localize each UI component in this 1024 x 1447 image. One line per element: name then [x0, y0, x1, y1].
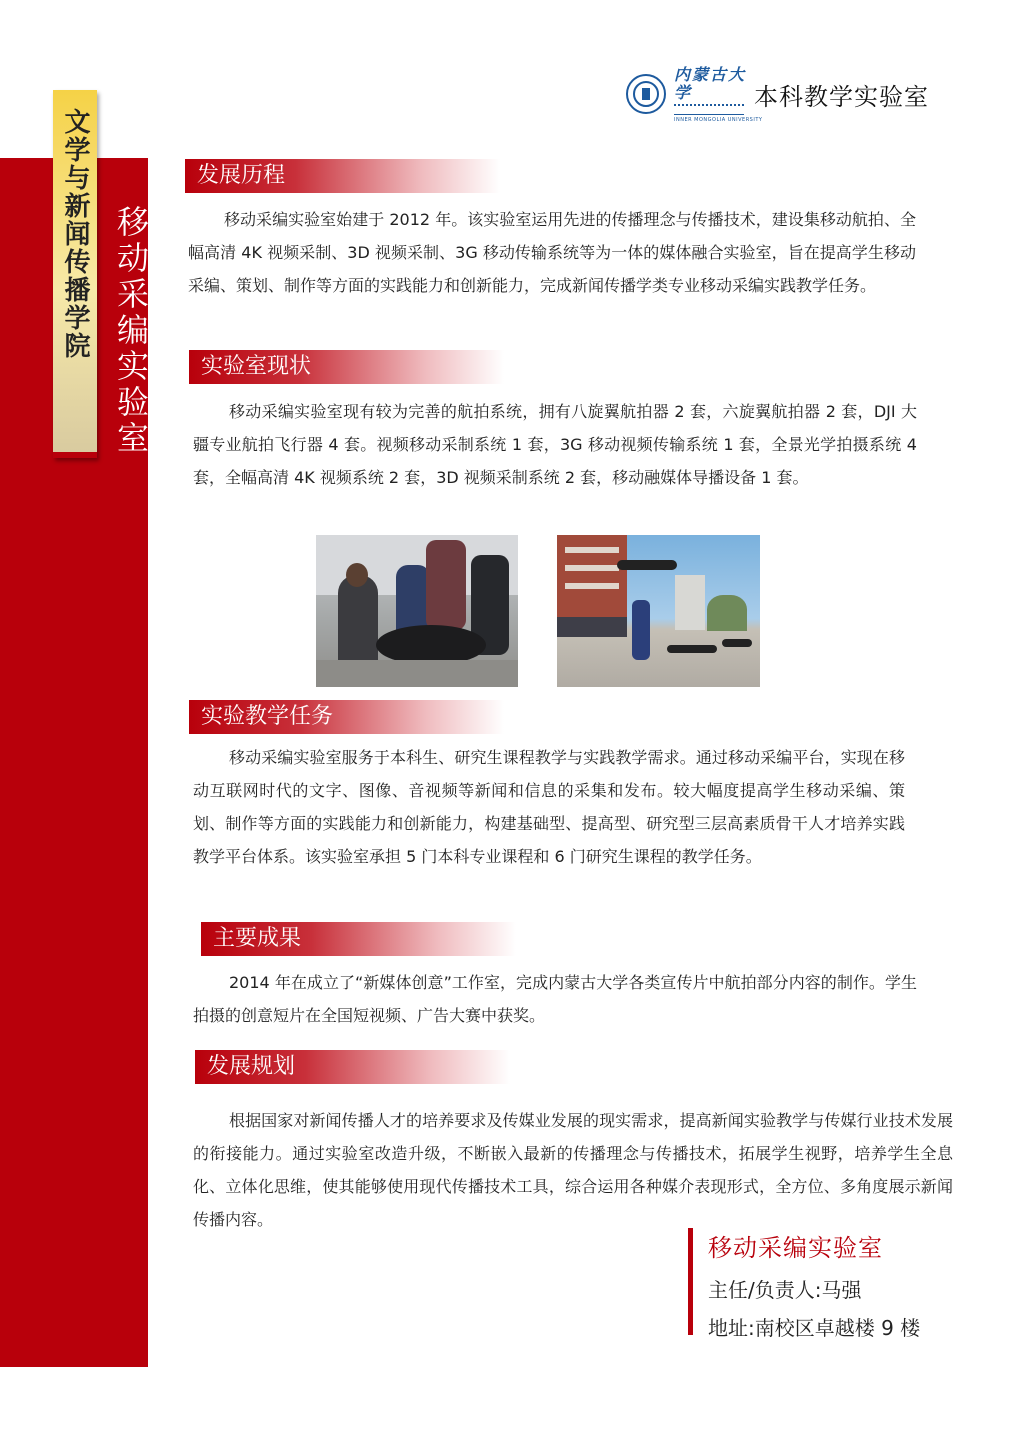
section-heading-status: 实验室现状	[189, 350, 504, 384]
wordmark-mongolian-decoration	[674, 104, 744, 115]
section-heading-achievements: 主要成果	[201, 922, 516, 956]
section-heading-plan: 发展规划	[195, 1050, 510, 1084]
header-title: 本科教学实验室	[754, 82, 929, 111]
contact-address: 地址:南校区卓越楼 9 楼	[708, 1316, 921, 1340]
section-plan-text: 根据国家对新闻传播人才的培养要求及传媒业发展的现实需求，提高新闻实验教学与传媒行业技术发展的衔接能力。通过实验室改造升级，不断嵌入最新的传播理念与传播技术，拓展学生视野，培养学生全息化、立体化思维，使其能够使用现代传播技术工具，综合运用各种媒介表现形式，全方位、多角度展示新闻传播内容。	[193, 1111, 953, 1229]
section-achievements-text: 2014 年在成立了“新媒体创意”工作室，完成内蒙古大学各类宣传片中航拍部分内容的制作。学生拍摄的创意短片在全国短视频、广告大赛中获奖。	[193, 973, 917, 1025]
section-heading-history: 发展历程	[185, 159, 500, 193]
section-heading-teaching: 实验教学任务	[189, 700, 504, 734]
section-history-text: 移动采编实验室始建于 2012 年。该实验室运用先进的传播理念与传播技术，建设集移动航拍、全幅高清 4K 视频采制、3D 视频采制、3G 移动传输系统等为一体的媒体融合实验室，旨在提高学生移动采编、策划、制作等方面的实践能力和创新能力，完成新闻传播学类专业移动采编实践教学任务。	[188, 210, 916, 295]
photo-drone-flight-campus	[557, 535, 760, 687]
lab-name-vertical: 移动采编实验室	[112, 205, 150, 457]
wordmark-cn: 内蒙古大学	[674, 64, 747, 102]
photo-students-with-drone	[316, 535, 518, 687]
header-logo	[626, 64, 929, 123]
section-teaching-text: 移动采编实验室服务于本科生、研究生课程教学与实践教学需求。通过移动采编平台，实现在移动互联网时代的文字、图像、音视频等新闻和信息的采集和发布。较大幅度提高学生移动采编、策划、制作等方面的实践能力和创新能力，构建基础型、提高型、研究型三层高素质骨干人才培养实践教学平台体系。该实验室承担 5 门本科专业课程和 6 门研究生课程的教学任务。	[193, 748, 905, 866]
contact-accent-bar	[688, 1228, 693, 1335]
college-name: 文学与新闻传播学院	[60, 108, 90, 360]
contact-director: 主任/负责人:马强	[708, 1278, 862, 1302]
section-status-text: 移动采编实验室现有较为完善的航拍系统，拥有八旋翼航拍器 2 套，六旋翼航拍器 2 套，DJI 大疆专业航拍飞行器 4 套。视频移动采制系统 1 套，3G 移动视频传输系统 1 套，全景光学拍摄系统 4 套，全幅高清 4K 视频系统 2 套，3D 视频采制系统 2 套，移动融媒体导播设备 1 套。	[193, 402, 917, 487]
contact-title: 移动采编实验室	[708, 1234, 883, 1262]
wordmark-en: INNER MONGOLIA UNIVERSITY	[674, 116, 763, 123]
university-wordmark	[674, 64, 763, 123]
university-seal-icon	[626, 74, 666, 114]
